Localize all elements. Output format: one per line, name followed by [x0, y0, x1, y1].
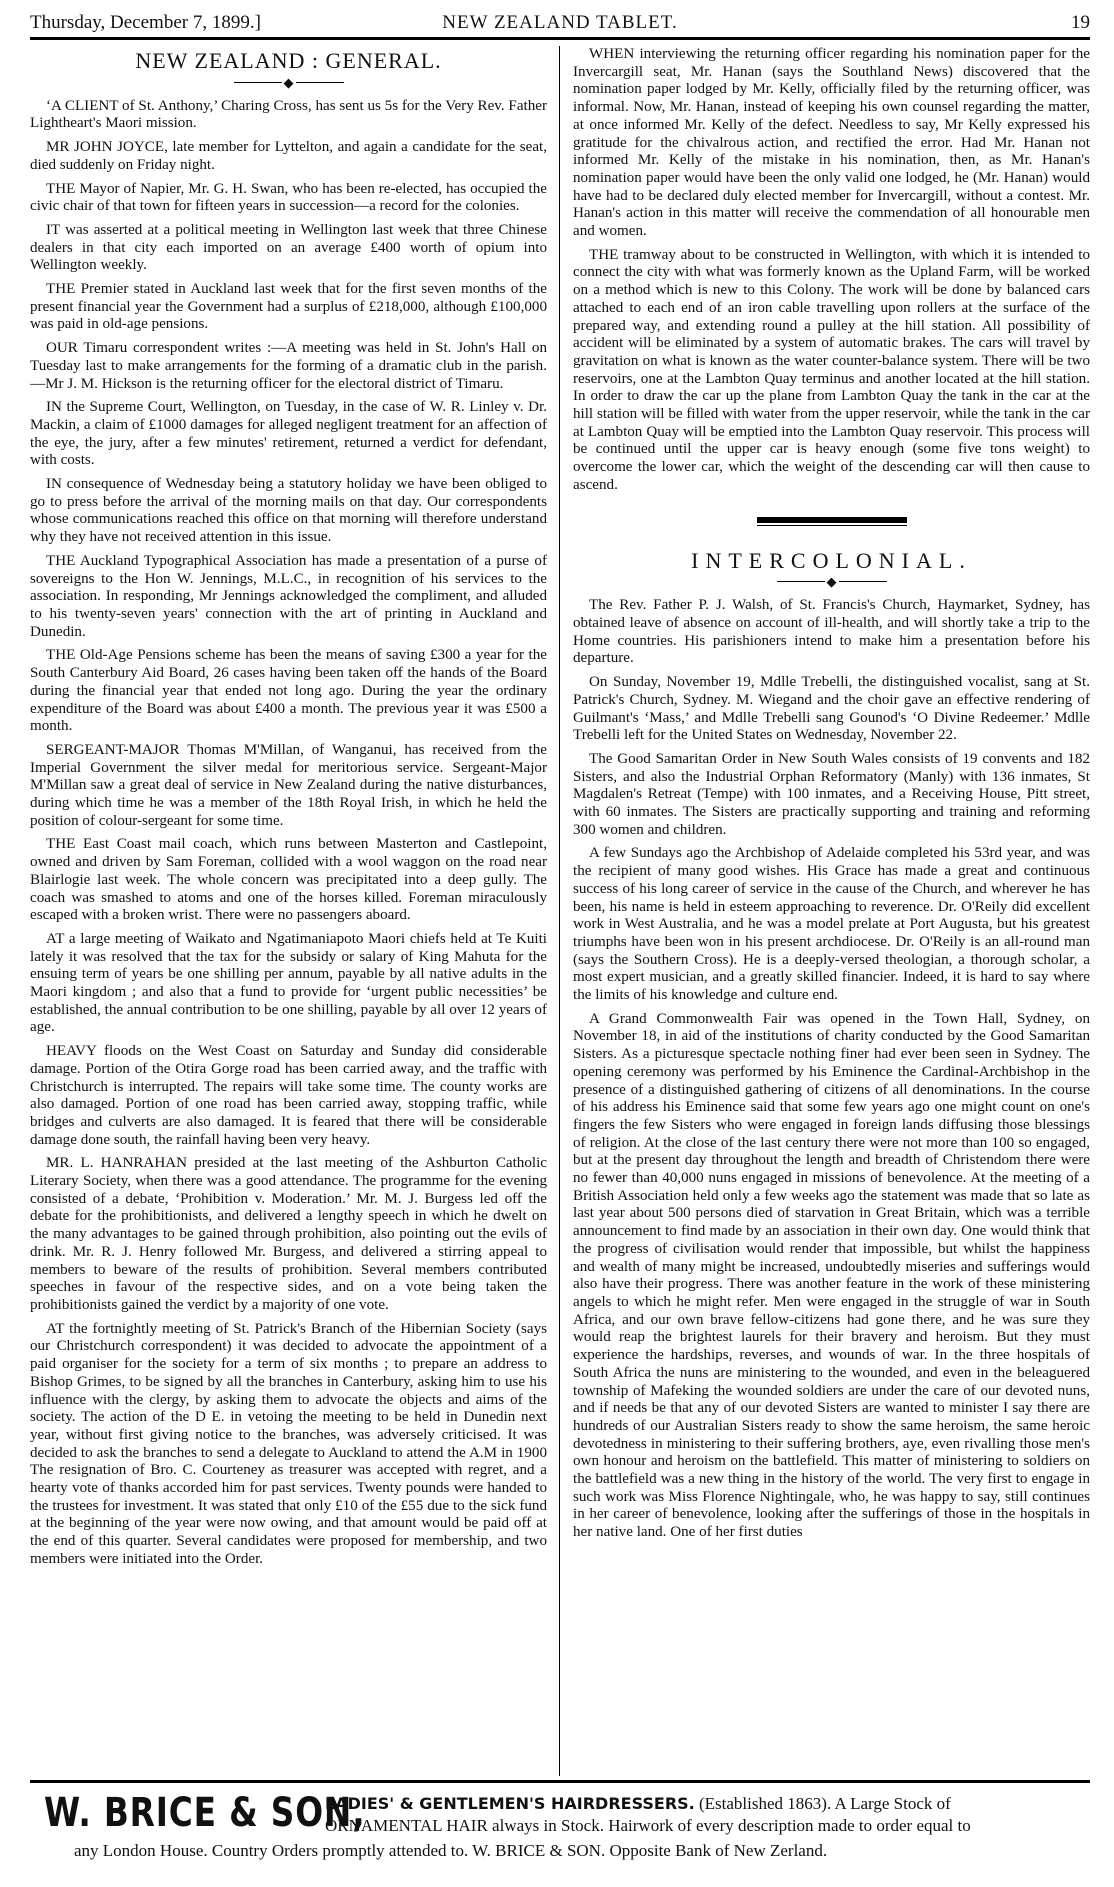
left-paragraphs — [30, 98, 547, 1569]
article-paragraph: AT the fortnightly meeting of St. Patrick's Branch of the Hibernian Society (says our Christchurch correspondent) it was decided to advocate the appointment of a paid organiser for the society for a term of six months ; to prepare an address to Bishop Grimes, to be signed by all the branches in Canterbury, asking him to use his influence with the clergy, by asking them to advocate the objects and aims of the society. The action of the D E. in vetoing the meeting to be held in Dunedin next year, without first giving notice to the branches, was adversely criticised. It was decided to ask the branches to send a delegate to Auckland to attend the A.M in 1900 The resignation of Bro. C. Courteney as treasurer was accepted with regret, and a hearty vote of thanks accorded him for past services. Twenty pounds were handed to the trustees for investment. It was stated that only £10 of the £55 due to the sick fund at the beginning of the year were now owing, and that amount would be paid off at the end of this quarter. Several candidates were proposed for membership, and two members were initiated into the Order. — [30, 1320, 547, 1567]
advert-established: (Established 1863). A Large Stock of — [699, 1794, 951, 1813]
article-paragraph: On Sunday, November 19, Mdlle Trebelli, the distinguished vocalist, sang at St. Patrick's Church, Sydney. M. Wiegand and the choir gave an effective rendering of Guilmant's ‘Mass,’ and Mdlle Trebelli sang Gounod's ‘O Divine Redeemer.’ Mdlle Trebelli left for the United States on Wednesday, November 22. — [573, 674, 1090, 744]
section-separator-rule — [757, 517, 907, 526]
column-divider — [559, 46, 560, 1776]
article-paragraph: THE East Coast mail coach, which runs between Masterton and Castlepoint, owned and driven by Sam Foreman, collided with a wool waggon on the road near Blairlogie last week. The whole concern was precipitated into a deep gully. The coach was smashed to atoms and one of the horses killed. Foreman miraculously escaped with a broken wrist. There were no passengers aboard. — [30, 836, 547, 924]
article-paragraph: THE Mayor of Napier, Mr. G. H. Swan, who has been re-elected, has occupied the civic chair of that town for fifteen years in succession—a record for the colonies. — [30, 180, 547, 215]
article-paragraph: The Rev. Father P. J. Walsh, of St. Francis's Church, Haymarket, Sydney, has obtained leave of absence on account of ill-health, and will shortly take a trip to the Home countries. His parishioners intend to make him a presentation before his departure. — [573, 597, 1090, 667]
article-paragraph: The Good Samaritan Order in New South Wales consists of 19 convents and 182 Sisters, and also the Industrial Orphan Reformatory (Manly) with 136 inmates, St Magdalen's Retreat (Tempe) with 100 inmates, and a Receiving House, Pitt street, with 60 inmates. The Sisters are practically supporting and training and reforming 300 women and children. — [573, 750, 1090, 838]
diamond-icon: ◆ — [826, 574, 837, 590]
right-paragraphs — [573, 597, 1090, 1542]
article-paragraph: WHEN interviewing the returning officer regarding his nomination paper for the Invercargill seat, Mr. Hanan (says the Southland News) discovered that the nomination paper lodged by Mr. Kelly, officially filed by the returning officer, was informal. Now, Mr. Hanan, instead of keeping his own counsel regarding the matter, at once informed Mr. Kelly of the defect. Needless to say, Mr Kelly expressed his gratitude for the chivalrous action, and rectified the error. Had Mr. Hanan not informed Mr. Kelly of the mistake in his nomination, then, as Mr. Hanan's nomination paper would have been the only valid one lodged, he (Mr. Hanan) would have had to be declared duly elected member for Invercargill, without a contest. Mr. Hanan's action in this matter will receive the commendation of all honourable men and women. — [573, 46, 1090, 240]
right-column — [573, 46, 1090, 1776]
page-header — [30, 8, 1090, 38]
heading-ornament — [573, 573, 1090, 591]
advert-firm-name: W. BRICE & SON, — [44, 1790, 366, 1836]
article-paragraph: HEAVY floods on the West Coast on Saturday and Sunday did considerable damage. Portion of the Otira Gorge road has been carried away, and the traffic with Christchurch is interrupted. The repairs will take some time. The county works are also damaged. Portion of one road has been carried away, stopping traffic, while bridges and culverts are also damaged. It is feared that there will be considerable damage done south, the rainfall having been very heavy. — [30, 1043, 547, 1148]
article-paragraph: THE tramway about to be constructed in Wellington, with which it is intended to connect the city with what was formerly known as the Upland Farm, will be worked on a method which is new to this Colony. The work will be done by balanced cars attached to each end of an iron cable travelling upon rollers at the surface of the prepared way, and extending round a pulley at the hill station. All possibility of accident will be eliminated by a system of automatic brakes. The cars will travel by gravitation on what is known as the water counter-balance system. There will be two reservoirs, one at the Lambton Quay terminus and another located at the hill station. In order to draw the car up the plane from Lambton Quay the tank in the car at the hill station will be filled with water from the upper reservoir, while the tank in the car at Lambton Quay will be emptied into the Lambton Quay reservoir. This process will be continued until the upper car is heavy enough (some five tons weight) to overcome the lower car, which the weight of the descending car will then cause to ascend. — [573, 246, 1090, 493]
article-paragraph: THE Auckland Typographical Association has made a presentation of a purse of sovereigns to the Hon W. Jennings, M.L.C., in recognition of his services to the association. In responding, Mr Jennings acknowledged the compliment, and alluded to his twenty-seven years' connection with the art of printing in Auckland and Dunedin. — [30, 552, 547, 640]
article-paragraph: IT was asserted at a political meeting in Wellington last week that three Chinese dealers in that city each imported on an average £400 worth of opium into Wellington weekly. — [30, 221, 547, 274]
article-paragraph: OUR Timaru correspondent writes :—A meeting was held in St. John's Hall on Tuesday last to make arrangements for the forming of a dramatic club in the parish.—Mr J. M. Hickson is the returning officer for the electoral district of Timaru. — [30, 340, 547, 392]
section-heading-intercolonial: INTERCOLONIAL. — [691, 547, 972, 573]
article-paragraph: MR JOHN JOYCE, late member for Lyttelton, and again a candidate for the seat, died suddenly on Friday night. — [30, 139, 547, 173]
page-number: 19 — [1071, 12, 1090, 33]
diamond-icon: ◆ — [283, 74, 294, 90]
article-paragraph: IN the Supreme Court, Wellington, on Tuesday, in the case of W. R. Linley v. Dr. Mackin, a claim of £1000 damages for alleged negligent treatment for an affection of the eye, the jury, after a few minutes' retirement, returned a verdict for defendant, with costs. — [30, 399, 547, 469]
article-paragraph: AT a large meeting of Waikato and Ngatimaniapoto Maori chiefs held at Te Kuiti lately it was resolved that the tax for the subsidy or salary of King Mahuta for the ensuing term of years be one shilling per annum, payable by all native adults in the Maori kingdom ; and also that a fund to provide for ‘urgent public necessities’ be established, the annual contribution to be one shilling, payable by all over 12 years of age. — [30, 930, 547, 1036]
section-heading-nz-general: NEW ZEALAND : GENERAL. — [135, 48, 442, 73]
advertisement — [30, 1786, 1090, 1876]
article-paragraph: A Grand Commonwealth Fair was opened in the Town Hall, Sydney, on November 18, in aid of the institutions of charity conducted by the Good Samaritan Sisters. As a picturesque spectacle nothing finer had ever been seen in Sydney. The opening ceremony was performed by his Eminence the Cardinal-Archbishop in the presence of a distinguished gathering of citizens of all denominations. In the course of his address his Eminence said that some few years ago one might count on one's fingers the few Sisters who were engaged in foreign lands diffusing those blessings of religion. At the close of the last century there were not more than 100 so engaged, but at the present day throughout the length and breadth of Christendom there were no fewer than 40,000 nuns engaged in missions of benevolence. At the meeting of a British Association held only a few weeks ago the statement was made that so late as last year about 500 persons died of starvation in Great Britain, which was a terrible announcement to find made by an association in their own day. One would think that the progress of civilisation would render that impossible, but whilst the happiness and wealth of many might be increased, undoubtedly miseries and sufferings would also have their progress. There was another feature in the work of these ministering angels to which he might refer. Men were engaged in the struggle of war in South Africa, and our own brave fellow-citizens had gone there, and he was sure they would reap the brightest laurels for their bravery and heroism. But they must experience the hardships, reverses, and wounds of war. In the three hospitals of South Africa the nuns are ministering to the wounded, and even in the beleaguered township of Mafeking the wounded soldiers are under the care of our devoted nuns, and if needs be that any of our devoted Sisters are wanted to minister I say there are hundreds of our Australian Sisters ready to show the same heroism, the same heroic devotedness in ministering to their suffering brothers, aye, even rivalling those men's own honour and heroism on the battlefield. This matter of ministering to soldiers on the battlefield was a new thing in the history of the world. The very first to engage in such work was Miss Florence Nightingale, who, he was happy to say, still continues in her career of benevolence, looking after the sufferings of those in the hospitals in her native land. One of her first duties — [573, 1010, 1090, 1541]
advert-line-2: ORNAMENTAL HAIR always in Stock. Hairwork of every description made to order equal to — [325, 1816, 971, 1835]
article-paragraph: IN consequence of Wednesday being a statutory holiday we have been obliged to go to press before the arrival of the morning mails on that day. Our correspondents whose communications reached this office on that morning will therefore understand why they have not received attention in this issue. — [30, 476, 547, 546]
right-top-paragraphs — [573, 46, 1090, 495]
advert-line-1 — [325, 1794, 951, 1814]
masthead-title: NEW ZEALAND TABLET. — [442, 12, 678, 33]
advert-line-3: any London House. Country Orders promptly attended to. W. BRICE & SON. Opposite Bank of New Zerland. — [74, 1841, 828, 1860]
issue-date: Thursday, December 7, 1899.] — [30, 12, 261, 33]
left-column — [30, 46, 547, 1776]
header-rule — [30, 37, 1090, 40]
article-paragraph: THE Old-Age Pensions scheme has been the means of saving £300 a year for the South Canterbury Aid Board, 26 cases having been taken off the hands of the Board during the financial year that ended not long ago. During the year the ordinary expenditure of the Board was about £400 a month. The previous year it was £500 a month. — [30, 647, 547, 735]
advert-rule — [30, 1780, 1090, 1783]
article-paragraph: A few Sundays ago the Archbishop of Adelaide completed his 53rd year, and was the recipient of many good wishes. His Grace has made a great and continuous success of his long career of service in the cause of the Church, and wherever he has been, his name is held in esteem approaching to reverence. Dr. O'Reily did excellent work in West Australia, and he was a model prelate at Port Augusta, but his greatest triumphs have been won in his present archdiocese. Dr. O'Reily is an all-round man (says the Southern Cross). He is a deeply-versed theologian, a thorough scholar, a most expert musician, and a greatly skilled financier. Indeed, it is hard to say where the limits of his knowledge and culture end. — [573, 845, 1090, 1004]
article-paragraph: MR. L. HANRAHAN presided at the last meeting of the Ashburton Catholic Literary Society, when there was a good attendance. The programme for the evening consisted of a debate, ‘Prohibition v. Moderation.’ Mr. M. J. Burgess led off the debate for the prohibitionists, and delivered a lengthy speech in which he dwelt on the many advantages to be gained through prohibition, also pointing out the evils of drink. Mr. R. J. Henry followed Mr. Burgess, and delivered a stirring appeal to members to beware of the results of prohibition. Several members contributed speeches in favour of the respective sides, and on a vote being taken the prohibitionists gained the verdict by a majority of one vote. — [30, 1155, 547, 1313]
advert-trade: LADIES' & GENTLEMEN'S HAIRDRESSERS. — [325, 1794, 695, 1813]
article-paragraph: ‘A CLIENT of St. Anthony,’ Charing Cross, has sent us 5s for the Very Rev. Father Lightheart's Maori mission. — [30, 97, 547, 132]
heading-ornament — [30, 74, 547, 92]
article-paragraph: SERGEANT-MAJOR Thomas M'Millan, of Wanganui, has received from the Imperial Government the silver medal for meritorious service. Sergeant-Major M'Millan saw a great deal of service in New Zealand during the native disturbances, during which time he was a member of the 18th Royal Irish, in which he held the position of colour-sergeant for some time. — [30, 741, 547, 829]
article-paragraph: THE Premier stated in Auckland last week that for the first seven months of the present financial year the Government had a surplus of £218,000, although £100,000 was paid in old-age pensions. — [30, 281, 547, 333]
